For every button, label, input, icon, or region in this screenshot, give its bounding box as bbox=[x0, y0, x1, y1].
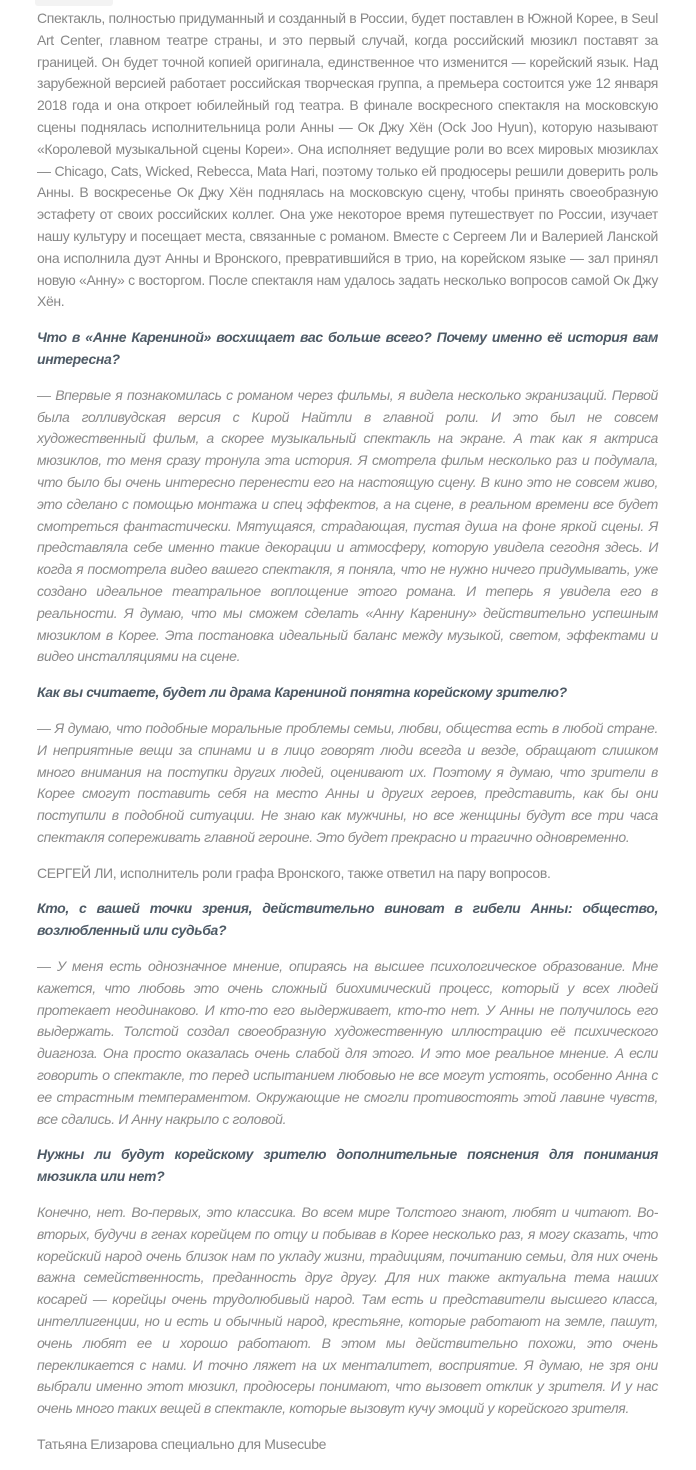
cast-note-paragraph: СЕРГЕЙ ЛИ, исполнитель роли графа Вронского, также ответил на пару вопросов. bbox=[37, 864, 551, 881]
interview-answer-1: — Впервые я познакомилась с романом через фильмы, я видела несколько экранизаций. Первой была голливудская версия с Кирой Найтли в главной роли. И это был не совсем художественный фильм, а скорее музыкальный спектакль на экране. А так как я актриса мюзиклов, то меня сразу тронула эта история. Я смотрела фильм несколько раз и подумала, что было бы очень интересно перенести его на настоящую сцену. В кино это не совсем живо, это сделано с помощью монтажа и спец эффектов, а на сцене, в реальном времени все будет смотреться фантастически. Мятущаяся, страдающая, пустая душа на фоне яркой сцены. Я представляла себе именно такие декорации и атмосферу, которую увидела сегодня здесь. И когда я посмотрела видео вашего спектакля, я поняла, что не нужно ничего придумывать, уже создано идеальное театральное воплощение этого романа. И теперь я увидела его в реальности. Я думаю, что мы сможем сделать «Анну Каренину» действительно успешным мюзиклом в Корее. Эта постановка идеальный баланс между музыкой, светом, эффектами и видео инсталляциями на сцене. bbox=[37, 386, 658, 665]
interview-question-4: Нужны ли будут корейскому зрителю дополнительные пояснения для понимания мюзикла или нет? bbox=[37, 1146, 658, 1185]
author-byline: Татьяна Елизарова специально для Musecube bbox=[37, 1436, 327, 1453]
interview-answer-2: — Я думаю, что подобные моральные проблемы семьи, любви, общества есть в любой стране. И неприятные вещи за спинами и в лицо говорят люди всегда и везде, обращают слишком много внимания на поступки других людей, оценивают их. Поэтому я думаю, что зрители в Корее смогут поставить себя на место Анны и других героев, представить, как бы они поступили в подобной ситуации. Не знаю как мужчины, но все женщины будут все три часа спектакля сопереживать главной героине. Это будет прекрасно и трагично одновременно. bbox=[37, 719, 658, 845]
interview-question-2: Как вы считаете, будет ли драма Карениной понятна корейскому зрителю? bbox=[37, 684, 567, 701]
intro-paragraph: Спектакль, полностью придуманный и созданный в России, будет поставлен в Южной Корее, в Seul Art Center, главном театре страны, и это первый случай, когда российский мюзикл поставят за границей. Он будет точной копией оригинала, единственное что изменится — корейский язык. Над зарубежной версией работает российская творческая группа, а премьера состоится уже 12 января 2018 года и она откроет юбилейный год театра. В финале воскресного спектакля на московскую сцены поднялась исполнительница роли Анны — Ок Джу Хён (Ock Joo Hyun), которую называют «Королевой музыкальной сцены Кореи». Она исполняет ведущие роли во всех мировых мюзиклах — Chicago, Cats, Wicked, Rebecca, Mata Hari, поэтому только ей продюсеры решили доверить роль Анны. В воскресенье Ок Джу Хён поднялась на московскую сцену, чтобы принять своеобразную эстафету от своих российских коллег. Она уже некоторое время путешествует по России, изучает нашу культуру и посещает места, связанные с романом. Вместе с Сергеем Ли и Валерией Ланской она исполнила дуэт Анны и Вронского, превратившийся в трио, на корейском языке — зал принял новую «Анну» с восторгом. После спектакля нам удалось задать несколько вопросов самой Ок Джу Хён. bbox=[37, 10, 658, 310]
interview-question-1: Что в «Анне Карениной» восхищает вас больше всего? Почему именно её история вам интересна? bbox=[37, 329, 658, 367]
interview-question-3: Кто, с вашей точки зрения, действительно виноват в гибели Анны: общество, возлюбленный или судьба? bbox=[37, 900, 658, 939]
interview-answer-4: Конечно, нет. Во-первых, это классика. Во всем мире Толстого знают, любят и читают. Во-вторых, будучи в генах корейцем по отцу и побывав в Корее несколько раз, я могу сказать, что корейский народ очень близок нам по укладу жизни, традициям, почитанию семьи, для них очень важна семейственность, преданность друг другу. Для них также актуальна тема наших косарей — корейцы очень трудолюбивый народ. Там есть и представители высшего класса, интеллигенции, но и есть и обычный народ, крестьяне, которые работают на земле, пашут, очень любят ее и хорошо работают. В этом мы действительно похожи, это очень перекликается с нами. И точно ляжет на их менталитет, восприятие. Я думаю, не зря они выбрали именно этот мюзикл, продюсеры понимают, что вызовет отклик у зрителя. И у нас очень много таких вещей в спектакле, которые вызовут кучу эмоций у корейского зрителя. bbox=[37, 1204, 658, 1417]
article-body bbox=[37, 8, 658, 1470]
cropped-top-artifact bbox=[35, 0, 113, 6]
interview-answer-3: — У меня есть однозначное мнение, опираясь на высшее психологическое образование. Мне кажется, что любовь это очень сложный биохимический процесс, который у всех людей протекает неодинаково. И кто-то его выдерживает, кто-то нет. У Анны не получилось его выдержать. Толстой создал своеобразную художественную иллюстрацию её психического диагноза. Она просто оказалась очень слабой для этого. И это мое реальное мнение. А если говорить о спектакле, то перед испытанием любовью не все могут устоять, особенно Анна с ее страстным темпераментом. Окружающие не смогли противостоять этой лавине чувств, все сдались. И Анну накрыло с головой. bbox=[37, 958, 658, 1127]
